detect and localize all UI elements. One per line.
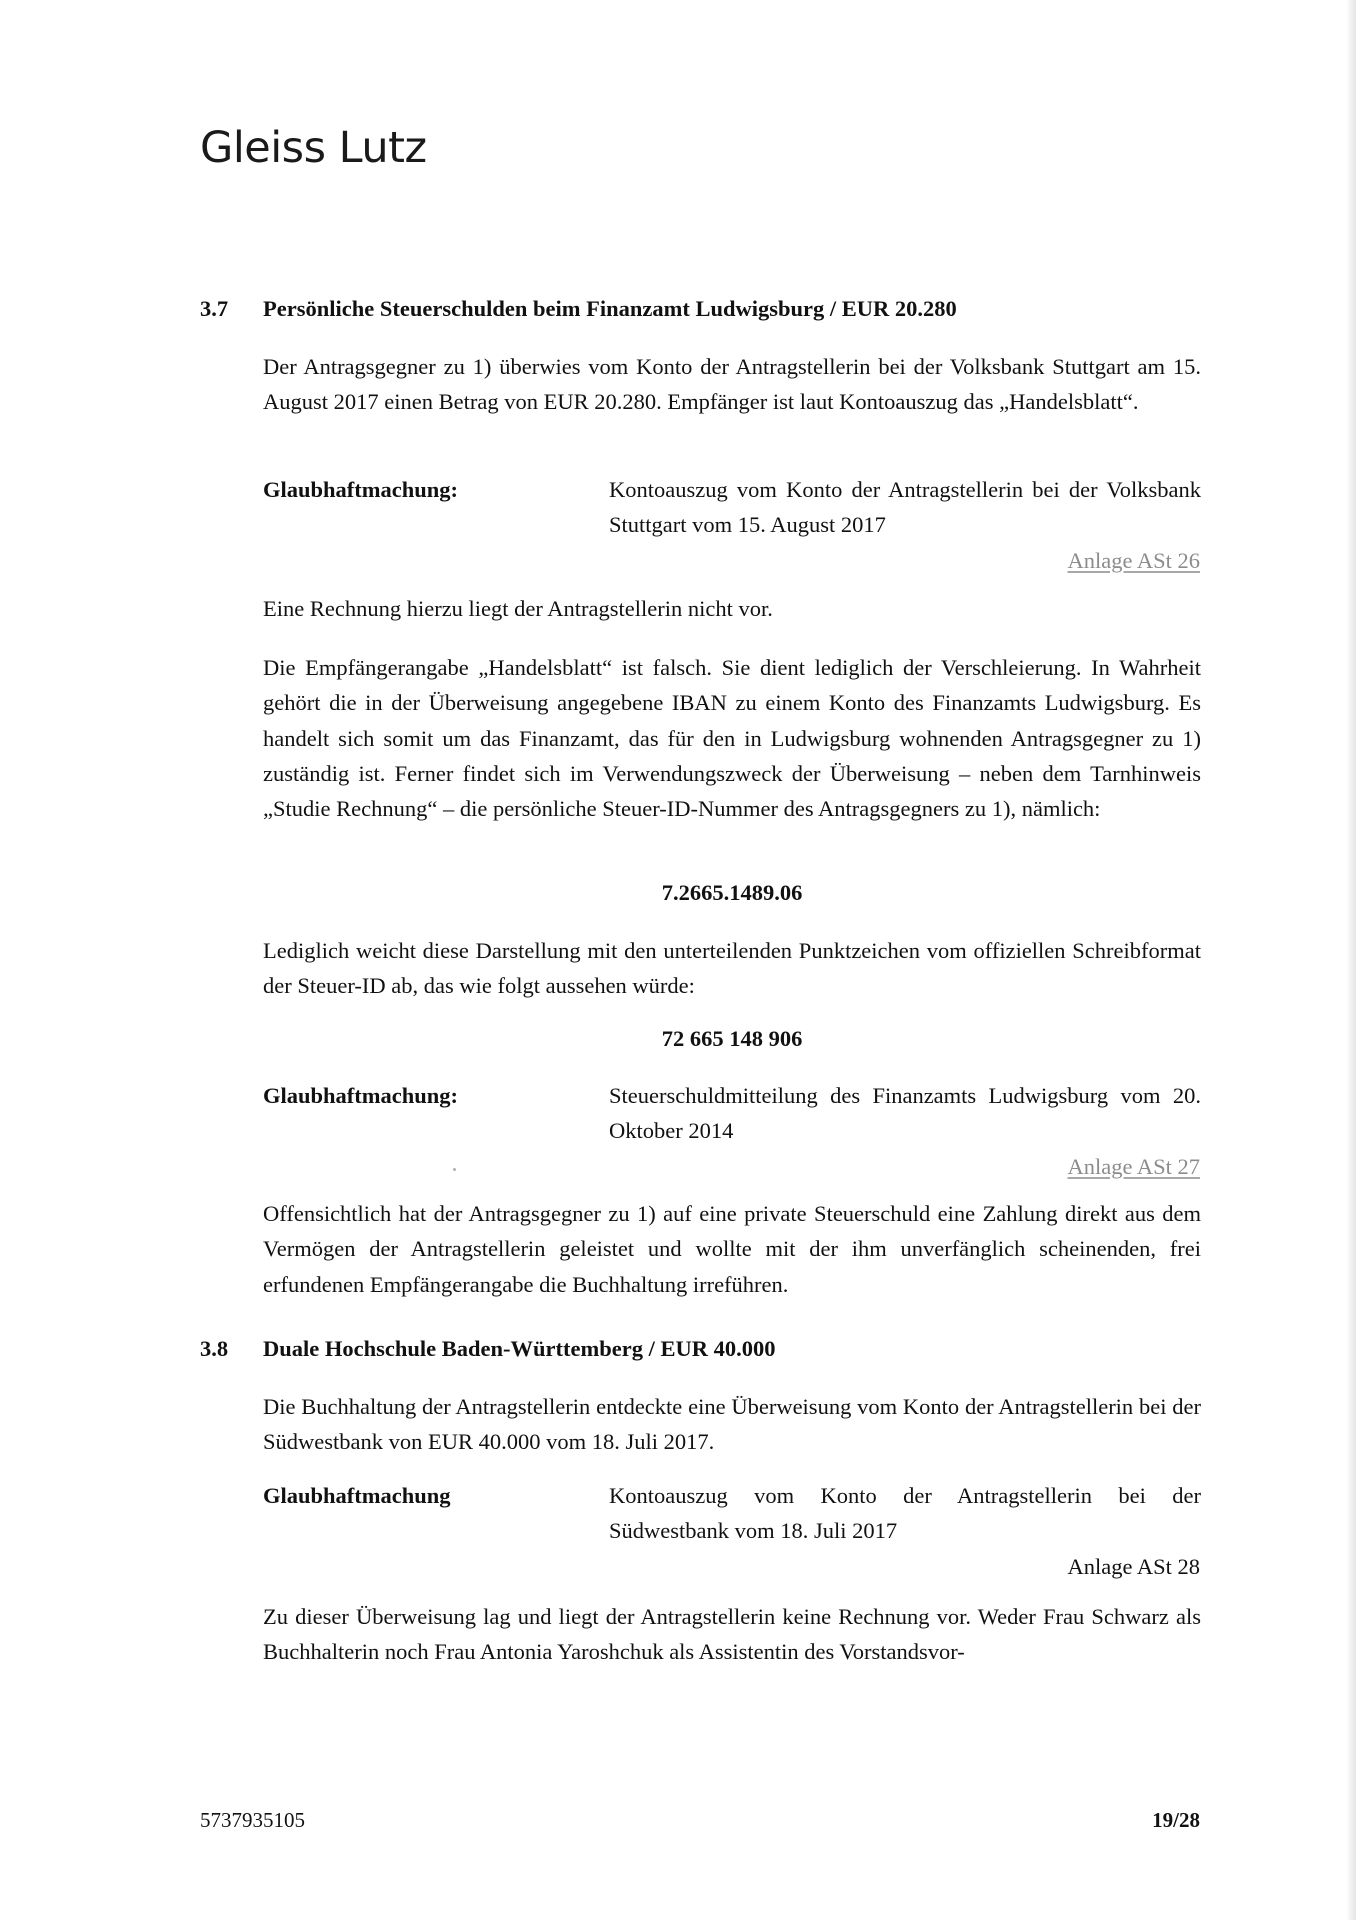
section-heading: Persönliche Steuerschulden beim Finanzamt Ludwigsburg / EUR 20.280 <box>263 296 957 321</box>
evidence-text: Kontoauszug vom Konto der Antragstellerin bei der Volksbank Stuttgart vom 15. August 2017 <box>609 477 1201 538</box>
scan-speck <box>453 1168 456 1171</box>
paragraph: Die Buchhaltung der Antragstellerin entdeckte eine Überweisung vom Konto der Antragstellerin bei der Südwestbank von EUR 40.000 vom 18. Juli 2017. <box>263 1394 1201 1455</box>
section-number: 3.8 <box>200 1336 229 1361</box>
paragraph: Lediglich weicht diese Darstellung mit den unterteilenden Punktzeichen vom offiziellen Schreibformat der Steuer-ID ab, das wie folgt aussehen würde: <box>263 938 1201 999</box>
section-heading: Duale Hochschule Baden-Württemberg / EUR 40.000 <box>263 1336 776 1361</box>
tax-id-official: 72 665 148 906 <box>661 1026 803 1051</box>
evidence-text: Kontoauszug vom Konto der Antragstellerin bei der Südwestbank vom 18. Juli 2017 <box>609 1483 1201 1544</box>
paragraph: Der Antragsgegner zu 1) überwies vom Konto der Antragstellerin bei der Volksbank Stuttgart am 15. August 2017 einen Betrag von EUR 20.280. Empfänger ist laut Kontoauszug das „Handelsblatt“. <box>263 354 1201 415</box>
firm-logo: Gleiss Lutz <box>200 123 427 173</box>
paragraph: Die Empfängerangabe „Handelsblatt“ ist falsch. Sie dient lediglich der Verschleierung. In Wahrheit gehört die in der Überweisung angegebene IBAN zu einem Konto des Finanzamts Ludwigsburg. Es handelt sich somit um das Finanzamt, das für den in Ludwigsburg wohnenden Antragsgegner zu 1) zuständig ist. Ferner findet sich im Verwendungszweck der Überweisung – neben dem Tarnhinweis „Studie Rechnung“ – die persönliche Steuer-ID-Nummer des Antragsgegners zu 1), nämlich: <box>263 655 1201 822</box>
paragraph: Eine Rechnung hierzu liegt der Antragstellerin nicht vor. <box>263 596 773 621</box>
evidence-label: Glaubhaftmachung: <box>263 1083 459 1108</box>
tax-id-dotted: 7.2665.1489.06 <box>661 880 803 905</box>
annex-reference: Anlage ASt 27 <box>1067 1154 1200 1179</box>
evidence-label: Glaubhaftmachung: <box>263 477 459 502</box>
paragraph: Zu dieser Überweisung lag und liegt der Antragstellerin keine Rechnung vor. Weder Frau Schwarz als Buchhalterin noch Frau Antonia Yaroshchuk als Assistentin des Vorstandsvor- <box>263 1604 1201 1665</box>
annex-reference: Anlage ASt 28 <box>1067 1554 1200 1579</box>
section-number: 3.7 <box>200 296 229 321</box>
evidence-label: Glaubhaftmachung <box>263 1483 451 1508</box>
evidence-text: Steuerschuldmitteilung des Finanzamts Ludwigsburg vom 20. Oktober 2014 <box>609 1083 1201 1144</box>
page-edge-shadow <box>1346 0 1356 1920</box>
page-number: 19/28 <box>1152 1808 1200 1832</box>
document-number: 5737935105 <box>200 1808 305 1832</box>
annex-reference: Anlage ASt 26 <box>1067 548 1200 573</box>
paragraph: Offensichtlich hat der Antragsgegner zu 1) auf eine private Steuerschuld eine Zahlung direkt aus dem Vermögen der Antragstellerin geleistet und wollte mit der ihm unverfänglich scheinenden, frei erfundenen Empfängerangabe die Buchhaltung irreführen. <box>263 1201 1201 1297</box>
